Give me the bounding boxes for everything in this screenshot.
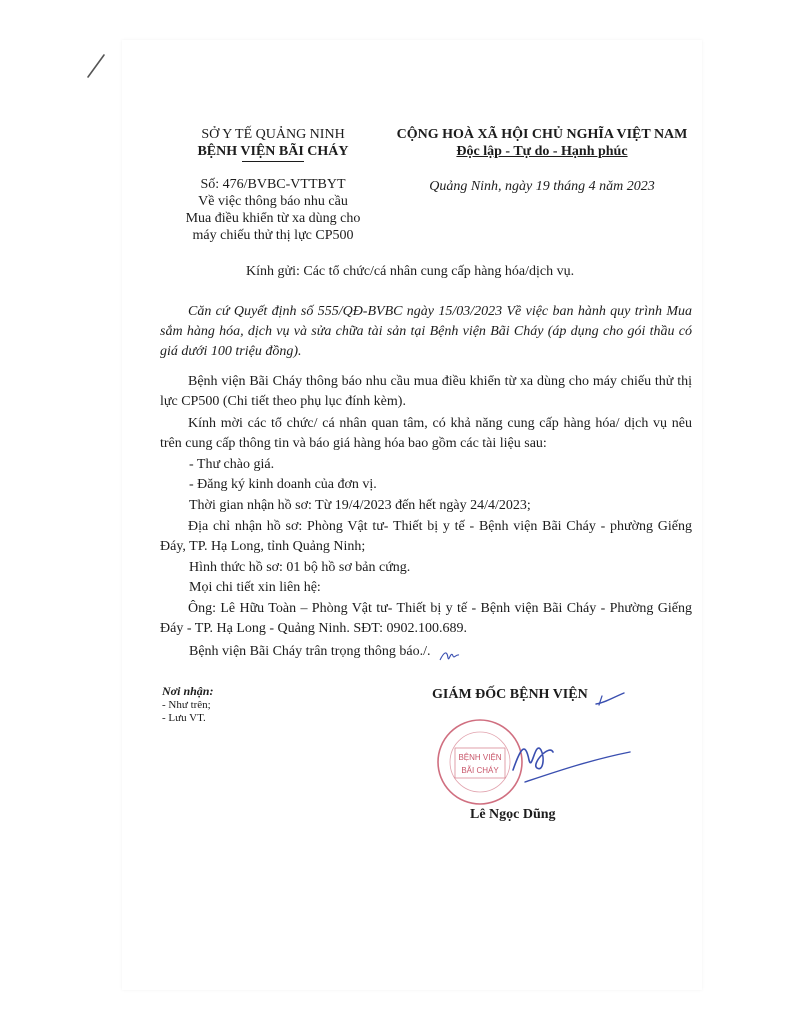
- document-format: Hình thức hồ sơ: 01 bộ hồ sơ bản cứng.: [189, 560, 411, 575]
- stamp-text-line-1: BỆNH VIỆN: [458, 753, 502, 762]
- subject-line-3: máy chiếu thử thị lực CP500: [192, 228, 354, 243]
- receiving-address: Địa chỉ nhận hồ sơ: Phòng Vật tư- Thiết bị y tế - Bệnh viện Bãi Cháy - phường Giếng Đáy, TP. Hạ Long, tỉnh Quảng Ninh;: [160, 519, 692, 554]
- subject-line-2: Mua điều khiển từ xa dùng cho: [185, 211, 361, 226]
- receiving-time: Thời gian nhận hồ sơ: Từ 19/4/2023 đến hết ngày 24/4/2023;: [189, 498, 531, 513]
- recipient-item-1: - Như trên;: [162, 699, 211, 711]
- department-name: SỞ Y TẾ QUẢNG NINH: [201, 127, 345, 142]
- title-flourish-icon: [594, 690, 630, 708]
- subject-line-1: Về việc thông báo nhu cầu: [198, 194, 348, 209]
- header-left: [158, 126, 388, 244]
- recipients-block: [162, 684, 213, 725]
- signer-title: GIÁM ĐỐC BỆNH VIỆN: [432, 687, 588, 702]
- contact-intro: Mọi chi tiết xin liên hệ:: [189, 580, 321, 595]
- notice-paragraph: Bệnh viện Bãi Cháy thông báo nhu cầu mua điều khiển từ xa dùng cho máy chiếu thử thị lực CP500 (Chi tiết theo phụ lục đính kèm).: [160, 374, 692, 409]
- national-motto: Độc lập - Tự do - Hạnh phúc: [456, 144, 628, 159]
- hospital-name: BỆNH VIỆN BÃI CHÁY: [197, 144, 349, 159]
- list-item-quote: - Thư chào giá.: [189, 457, 275, 472]
- list-item-business-registration: - Đăng ký kinh doanh của đơn vị.: [189, 477, 377, 492]
- signer-name: Lê Ngọc Dũng: [470, 807, 556, 822]
- recipients-title: Nơi nhận:: [162, 684, 214, 698]
- salutation: Kính gửi: Các tổ chức/cá nhân cung cấp hàng hóa/dịch vụ.: [246, 264, 575, 279]
- pen-mark-icon: [84, 52, 108, 80]
- document-number: Số: 476/BVBC-VTTBYT: [200, 177, 346, 192]
- closing-line: Bệnh viện Bãi Cháy trân trọng thông báo./.: [189, 644, 431, 659]
- place-date: Quảng Ninh, ngày 19 tháng 4 năm 2023: [429, 179, 655, 194]
- official-stamp-icon: [425, 710, 635, 820]
- recipient-item-2: - Lưu VT.: [162, 712, 206, 724]
- nation-title: CỘNG HOÀ XÃ HỘI CHỦ NGHĨA VIỆT NAM: [396, 127, 688, 142]
- basis-paragraph: Căn cứ Quyết định số 555/QĐ-BVBC ngày 15/03/2023 Về việc ban hành quy trình Mua sắm hàng hóa, dịch vụ và sửa chữa tài sản tại Bệnh viện Bãi Cháy (áp dụng cho gói thầu có giá dưới 100 triệu đồng).: [160, 304, 692, 359]
- contact-details: Ông: Lê Hữu Toàn – Phòng Vật tư- Thiết bị y tế - Bệnh viện Bãi Cháy - Phường Giếng Đáy - TP. Hạ Long - Quảng Ninh. SĐT: 0902.100.689.: [160, 601, 692, 636]
- invite-paragraph: Kính mời các tổ chức/ cá nhân quan tâm, có khả năng cung cấp hàng hóa/ dịch vụ nêu trên cung cấp thông tin và báo giá hàng hóa bao gồm các tài liệu sau:: [160, 416, 692, 451]
- stamp-text-line-2: BÃI CHÁY: [461, 766, 499, 775]
- initials-mark-icon: [438, 646, 462, 664]
- header-right: [384, 126, 700, 195]
- hospital-underline: [242, 161, 304, 162]
